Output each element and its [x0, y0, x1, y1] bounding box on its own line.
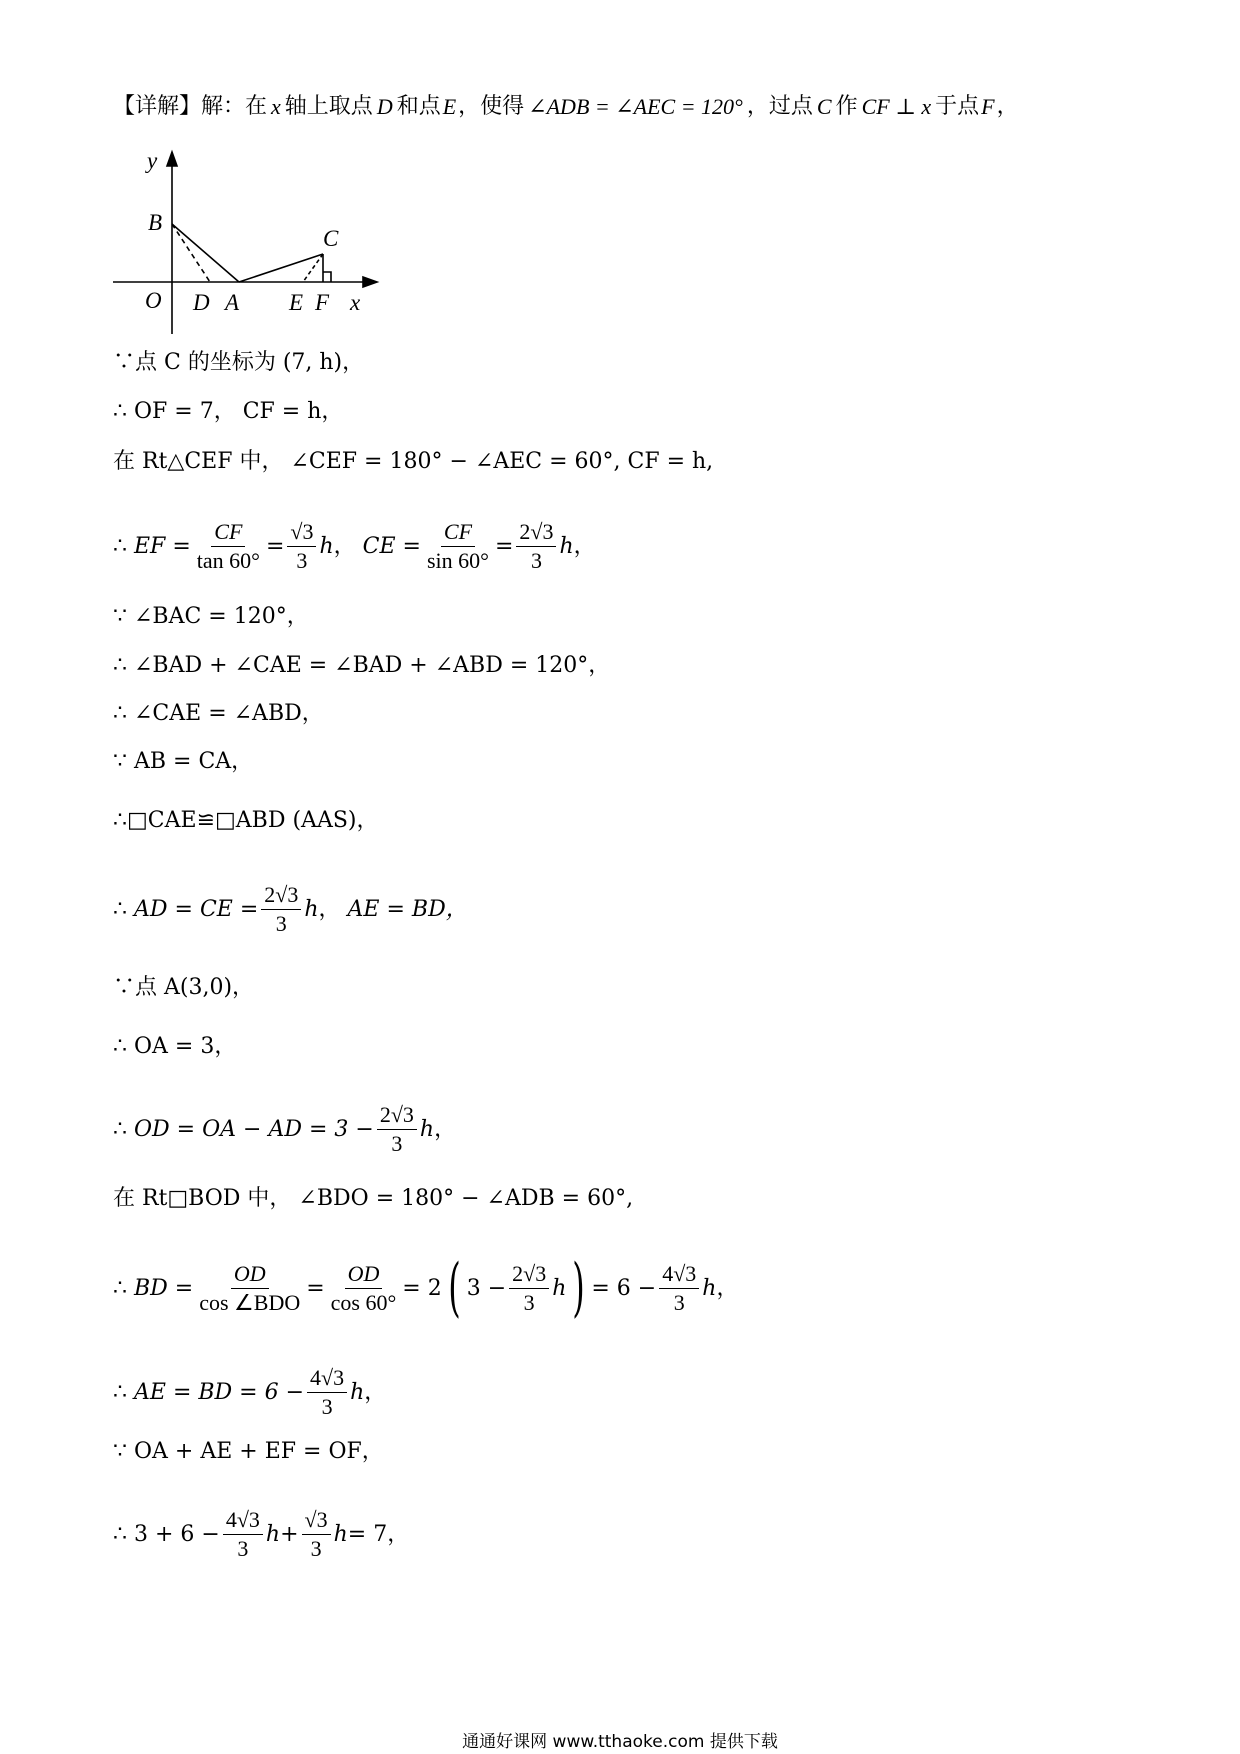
- geometry-figure: [105, 148, 385, 338]
- step-5: ∵ ∠BAC = 120°，: [113, 604, 309, 629]
- left-paren: (: [447, 1251, 461, 1326]
- label-C: C: [323, 226, 339, 251]
- label-A: A: [225, 290, 240, 315]
- step-17: ∵ OA + AE + EF = OF，: [113, 1439, 384, 1464]
- label-B: B: [148, 210, 163, 235]
- right-paren: ): [572, 1251, 586, 1326]
- step-15: ∴ BD = $\frac{OD}{\text{cos ∠BDO}}$ = $\frac{OD}{\cos 60^\circ}$ = 2 ( 3 − $\frac{2√3}{3}$ h ) = 6 − $\frac{4√3}{3}$ h ，: [113, 1251, 739, 1326]
- intro-line: 【详解】 解：在 x 轴上取点 D 和点 E ，使得 ∠ADB = ∠AEC = 120° ，过点 C 作 CF ⊥ x 于点 F ，: [113, 94, 1019, 119]
- fraction: $\frac{√3}{3}$: [287, 520, 316, 573]
- segment-AC: [239, 254, 323, 282]
- label-x: x: [350, 290, 361, 315]
- y-axis-arrow: [167, 152, 177, 166]
- label-O: O: [145, 288, 162, 313]
- step-7: ∴ ∠CAE = ∠ABD，: [113, 701, 324, 726]
- step-4: ∴ EF = $\frac{CF}{\tan 60^\circ}$ = $\frac{√3}{3}$ h ， CE = $\frac{CF}{\sin 60^\circ}$ = $\frac{2√3}{3}$ h ，: [113, 519, 596, 574]
- label-y: y: [147, 148, 158, 173]
- step-13: ∴ OD = OA − AD = 3 − $\frac{2√3}{3}$ h ，: [113, 1102, 457, 1157]
- label-D: D: [193, 290, 210, 315]
- fraction: $\frac{OD}{\cos 60^\circ}$: [330, 1261, 397, 1316]
- step-11: ∵点 A(3,0)，: [113, 975, 255, 1000]
- label-F: F: [315, 290, 330, 315]
- fraction: $\frac{CF}{\tan 60^\circ}$: [196, 519, 260, 574]
- step-6: ∴ ∠BAD + ∠CAE = ∠BAD + ∠ABD = 120°，: [113, 653, 611, 678]
- fraction: $\frac{OD}{\text{cos ∠BDO}}$: [199, 1261, 301, 1316]
- footer-text: 通通好课网 www.tthaoke.com 提供下载: [462, 1732, 778, 1752]
- step-3: 在 Rt△CEF 中， ∠CEF = 180° − ∠AEC = 60°, CF = h,: [113, 449, 714, 474]
- fraction: $\frac{4√3}{3}$: [223, 1508, 263, 1561]
- step-10: ∴ AD = CE = $\frac{2√3}{3}$ h ， AE = BD，: [113, 882, 468, 937]
- fraction: $\frac{4√3}{3}$: [659, 1262, 699, 1315]
- segment-BA: [172, 224, 239, 282]
- step-12: ∴ OA = 3，: [113, 1034, 237, 1059]
- step-16: ∴ AE = BD = 6 − $\frac{4√3}{3}$ h ，: [113, 1365, 387, 1420]
- fraction: $\frac{2√3}{3}$: [516, 520, 556, 573]
- step-18: ∴ 3 + 6 − $\frac{4√3}{3}$ h + $\frac{√3}{3}$ h = 7，: [113, 1507, 410, 1562]
- x-axis-arrow: [363, 277, 377, 287]
- step-14: 在 Rt□BOD 中， ∠BDO = 180° − ∠ADB = 60°,: [113, 1186, 634, 1211]
- right-angle-mark: [323, 272, 331, 282]
- fraction: $\frac{2√3}{3}$: [377, 1103, 417, 1156]
- segment-CE: [303, 254, 323, 282]
- fraction: $\frac{2√3}{3}$: [509, 1262, 549, 1315]
- step-8: ∵ AB = CA，: [113, 749, 254, 774]
- step-1: ∵点 C 的坐标为 (7, h)，: [113, 350, 365, 375]
- fraction: $\frac{√3}{3}$: [302, 1508, 331, 1561]
- label-E: E: [289, 290, 304, 315]
- detail-tag: 【详解】: [113, 94, 202, 119]
- step-9: ∴□CAE≌□ABD (AAS)，: [113, 808, 379, 833]
- fraction: $\frac{4√3}{3}$: [307, 1366, 347, 1419]
- step-2: ∴ OF = 7， CF = h，: [113, 399, 344, 424]
- fraction: $\frac{2√3}{3}$: [261, 883, 301, 936]
- fraction: $\frac{CF}{\sin 60^\circ}$: [426, 519, 489, 574]
